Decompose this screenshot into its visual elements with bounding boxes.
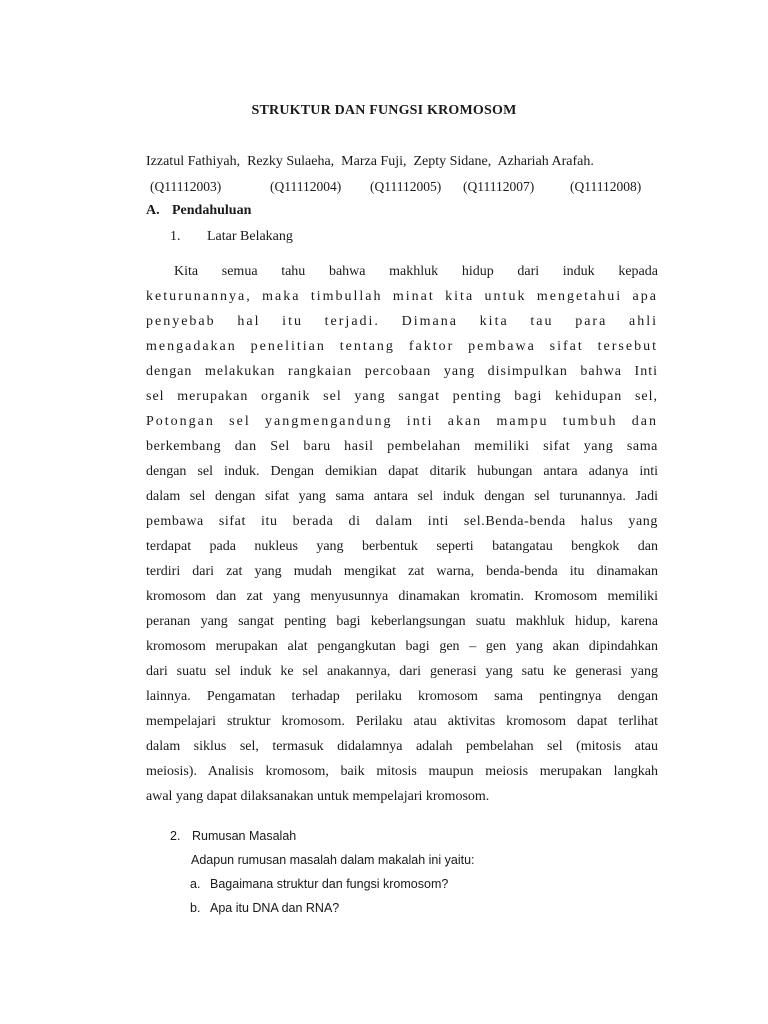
section-heading-pendahuluan	[146, 203, 251, 219]
paragraph-line: dalam sel dengan sifat yang sama antara sel induk dengan sel turunannya. Jadi	[146, 489, 658, 504]
subsection-title: Rumusan Masalah	[192, 829, 297, 843]
paragraph-line: dengan sel induk. Dengan demikian dapat ditarik hubungan antara adanya inti	[146, 464, 658, 479]
paragraph-line: keturunannya, maka timbullah minat kita untuk mengetahui apa	[146, 289, 658, 304]
problem-marker: a.	[190, 877, 201, 891]
problem-text: Apa itu DNA dan RNA?	[210, 901, 340, 915]
paragraph-line: sel merupakan organik sel yang sangat penting bagi kehidupan sel,	[146, 389, 658, 404]
student-id: (Q11112003)	[150, 179, 222, 194]
problem-item	[190, 877, 448, 891]
paragraph-line: pembawa sifat itu berada di dalam inti sel.Benda-benda halus yang	[146, 514, 658, 529]
problem-item	[190, 901, 339, 915]
subsection-heading-rumusan-masalah	[170, 829, 296, 843]
paragraph-line: kromosom dan zat yang menyusunnya dinamakan kromatin. Kromosom memiliki	[146, 589, 658, 604]
paragraph-line: terdiri dari zat yang mudah mengikat zat warna, benda-benda itu dinamakan	[146, 564, 658, 579]
author-list: Izzatul Fathiyah, Rezky Sulaeha, Marza Fuji, Zepty Sidane, Azhariah Arafah.	[146, 154, 594, 169]
paragraph-line: lainnya. Pengamatan terhadap perilaku kromosom sama pentingnya dengan	[146, 689, 658, 704]
subsection-heading-latar-belakang	[170, 229, 293, 245]
problem-text: Bagaimana struktur dan fungsi kromosom?	[210, 877, 449, 891]
student-id: (Q11112004)	[270, 179, 342, 194]
paragraph-line: mengadakan penelitian tentang faktor pembawa sifat tersebut	[146, 339, 658, 354]
student-id-row	[146, 179, 666, 199]
paragraph-line: meiosis). Analisis kromosom, baik mitosis maupun meiosis merupakan langkah	[146, 764, 658, 779]
student-id: (Q11112005)	[370, 179, 442, 194]
paragraph-line: dengan melakukan rangkaian percobaan yang disimpulkan bahwa Inti	[146, 364, 658, 379]
paragraph-line: kromosom merupakan alat pengangkutan bagi gen – gen yang akan dipindahkan	[146, 639, 658, 654]
paragraph-line: penyebab hal itu terjadi. Dimana kita tau para ahli	[146, 314, 658, 329]
section-number: A.	[146, 203, 160, 218]
paragraph-line: Potongan sel yangmengandung inti akan mampu tumbuh dan	[146, 414, 658, 429]
student-id: (Q11112007)	[463, 179, 535, 194]
paragraph-line: dari suatu sel induk ke sel anakannya, dari generasi yang satu ke generasi yang	[146, 664, 658, 679]
paragraph-line: terdapat pada nukleus yang berbentuk seperti batangatau bengkok dan	[146, 539, 658, 554]
paragraph-line: Kita semua tahu bahwa makhluk hidup dari induk kepada	[174, 264, 658, 279]
subsection-number: 1.	[170, 229, 181, 244]
problem-marker: b.	[190, 901, 201, 915]
paragraph-line: berkembang dan Sel baru hasil pembelahan memiliki sifat yang sama	[146, 439, 658, 454]
subsection-number: 2.	[170, 829, 181, 843]
document-title: STRUKTUR DAN FUNGSI KROMOSOM	[251, 103, 517, 118]
section-title: Pendahuluan	[172, 203, 252, 218]
student-id: (Q11112008)	[570, 179, 642, 194]
paragraph-line: peranan yang sangat penting bagi keberlangsungan suatu makhluk hidup, karena	[146, 614, 658, 629]
problem-intro: Adapun rumusan masalah dalam makalah ini yaitu:	[191, 853, 475, 867]
subsection-title: Latar Belakang	[207, 229, 293, 244]
paragraph-line: awal yang dapat dilaksanakan untuk mempelajari kromosom.	[146, 789, 490, 804]
paragraph-line: dalam siklus sel, termasuk didalamnya adalah pembelahan sel (mitosis atau	[146, 739, 658, 754]
paragraph-line: mempelajari struktur kromosom. Perilaku atau aktivitas kromosom dapat terlihat	[146, 714, 658, 729]
